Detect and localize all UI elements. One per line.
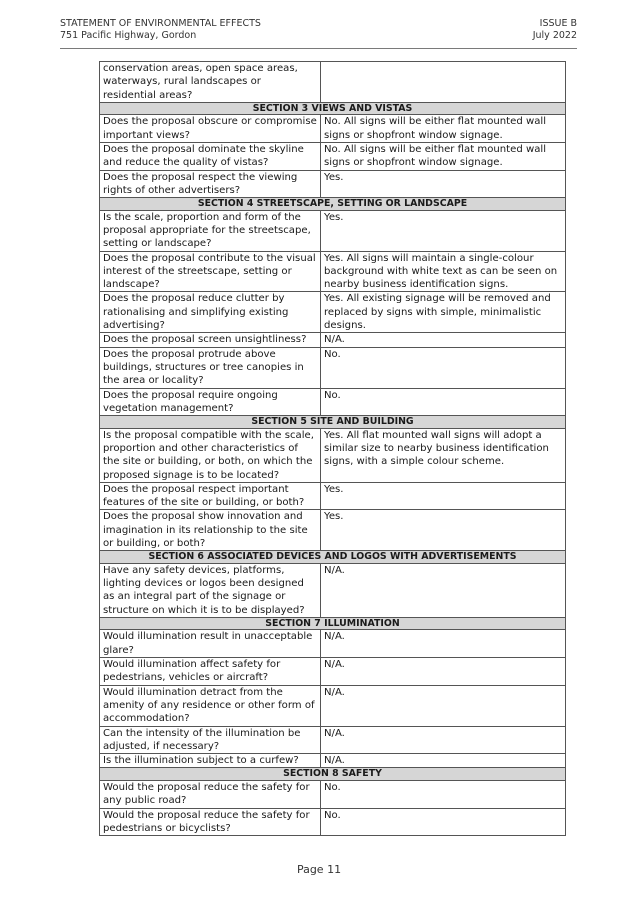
issue-date: July 2022 — [532, 30, 577, 41]
section-heading: SECTION 7 ILLUMINATION — [100, 617, 566, 630]
table-row — [100, 685, 566, 726]
section-heading-row — [100, 198, 566, 211]
table-row — [100, 210, 566, 251]
answer-cell: Yes. All signs will maintain a single-colour background with white text as can be seen on nearby business identification signs. — [321, 251, 566, 292]
answer-cell: Yes. — [321, 510, 566, 551]
question-cell: Does the proposal respect important features of the site or building, or both? — [100, 482, 321, 510]
section-heading-row — [100, 768, 566, 781]
question-cell: Would the proposal reduce the safety for any public road? — [100, 780, 321, 808]
question-cell: conservation areas, open space areas, waterways, rural landscapes or residential areas? — [100, 62, 321, 103]
answer-cell: Yes. — [321, 210, 566, 251]
answer-cell: No. All signs will be either flat mounted wall signs or shopfront window signage. — [321, 142, 566, 170]
document-address: 751 Pacific Highway, Gordon — [60, 30, 197, 41]
table-row — [100, 388, 566, 416]
question-cell: Would illumination result in unacceptable glare? — [100, 630, 321, 658]
answer-cell: Yes. All flat mounted wall signs will adopt a similar size to nearby business identification signs, with a simple colour scheme. — [321, 428, 566, 482]
question-cell: Does the proposal show innovation and imagination in its relationship to the site or building, or both? — [100, 510, 321, 551]
table-row — [100, 630, 566, 658]
answer-cell: Yes. — [321, 170, 566, 198]
question-cell: Does the proposal reduce clutter by rationalising and simplifying existing advertising? — [100, 292, 321, 333]
page-number: Page 11 — [296, 863, 342, 876]
answer-cell: N/A. — [321, 630, 566, 658]
question-cell: Is the scale, proportion and form of the proposal appropriate for the streetscape, setting or landscape? — [100, 210, 321, 251]
table-row — [100, 251, 566, 292]
table-row — [100, 142, 566, 170]
answer-cell: No. — [321, 388, 566, 416]
answer-cell: No. — [321, 347, 566, 388]
table-row — [100, 754, 566, 768]
question-cell: Is the proposal compatible with the scale, proportion and other characteristics of the site or building, or both, on which the proposed signage is to be located? — [100, 428, 321, 482]
question-cell: Can the intensity of the illumination be adjusted, if necessary? — [100, 726, 321, 754]
table-row — [100, 780, 566, 808]
section-heading: SECTION 4 STREETSCAPE, SETTING OR LANDSCAPE — [100, 198, 566, 211]
answer-cell: Yes. All existing signage will be removed and replaced by signs with simple, minimalistic designs. — [321, 292, 566, 333]
answer-cell: No. — [321, 780, 566, 808]
table-row — [100, 563, 566, 617]
answer-cell: N/A. — [321, 726, 566, 754]
table-row — [100, 510, 566, 551]
page-header — [60, 18, 577, 49]
table-row — [100, 170, 566, 198]
question-cell: Is the illumination subject to a curfew? — [100, 754, 321, 768]
table-row — [100, 333, 566, 347]
answer-cell: N/A. — [321, 333, 566, 347]
question-cell: Does the proposal contribute to the visual interest of the streetscape, setting or landscape? — [100, 251, 321, 292]
question-cell: Would the proposal reduce the safety for pedestrians or bicyclists? — [100, 808, 321, 836]
answer-cell: N/A. — [321, 754, 566, 768]
section-heading-row — [100, 416, 566, 429]
section-heading: SECTION 3 VIEWS AND VISTAS — [100, 102, 566, 115]
table-row — [100, 726, 566, 754]
header-right — [533, 18, 577, 42]
section-heading: SECTION 5 SITE AND BUILDING — [100, 416, 566, 429]
question-cell: Does the proposal dominate the skyline and reduce the quality of vistas? — [100, 142, 321, 170]
table-row — [100, 808, 566, 836]
question-cell: Does the proposal screen unsightliness? — [100, 333, 321, 347]
answer-cell: N/A. — [321, 658, 566, 686]
section-heading-row — [100, 617, 566, 630]
question-cell: Have any safety devices, platforms, lighting devices or logos been designed as an integral part of the signage or structure on which it is to be displayed? — [100, 563, 321, 617]
header-left — [60, 18, 261, 42]
question-cell: Does the proposal require ongoing vegetation management? — [100, 388, 321, 416]
answer-cell: Yes. — [321, 482, 566, 510]
question-cell: Does the proposal respect the viewing rights of other advertisers? — [100, 170, 321, 198]
section-heading-row — [100, 551, 566, 564]
question-cell: Would illumination detract from the amenity of any residence or other form of accommodation? — [100, 685, 321, 726]
question-cell: Does the proposal protrude above buildings, structures or tree canopies in the area or locality? — [100, 347, 321, 388]
table-row — [100, 428, 566, 482]
assessment-table-body — [100, 62, 566, 836]
issue-label: ISSUE B — [539, 18, 577, 29]
table-row — [100, 658, 566, 686]
table-row — [100, 347, 566, 388]
table-row — [100, 62, 566, 103]
answer-cell: N/A. — [321, 685, 566, 726]
table-row — [100, 292, 566, 333]
section-heading: SECTION 6 ASSOCIATED DEVICES AND LOGOS WITH ADVERTISEMENTS — [100, 551, 566, 564]
question-cell: Does the proposal obscure or compromise important views? — [100, 115, 321, 143]
answer-cell: No. All signs will be either flat mounted wall signs or shopfront window signage. — [321, 115, 566, 143]
question-cell: Would illumination affect safety for pedestrians, vehicles or aircraft? — [100, 658, 321, 686]
answer-cell: N/A. — [321, 563, 566, 617]
section-heading-row — [100, 102, 566, 115]
table-row — [100, 482, 566, 510]
document-title: STATEMENT OF ENVIRONMENTAL EFFECTS — [60, 18, 261, 29]
section-heading: SECTION 8 SAFETY — [100, 768, 566, 781]
answer-cell: No. — [321, 808, 566, 836]
table-row — [100, 115, 566, 143]
assessment-table — [99, 61, 566, 836]
answer-cell — [321, 62, 566, 103]
